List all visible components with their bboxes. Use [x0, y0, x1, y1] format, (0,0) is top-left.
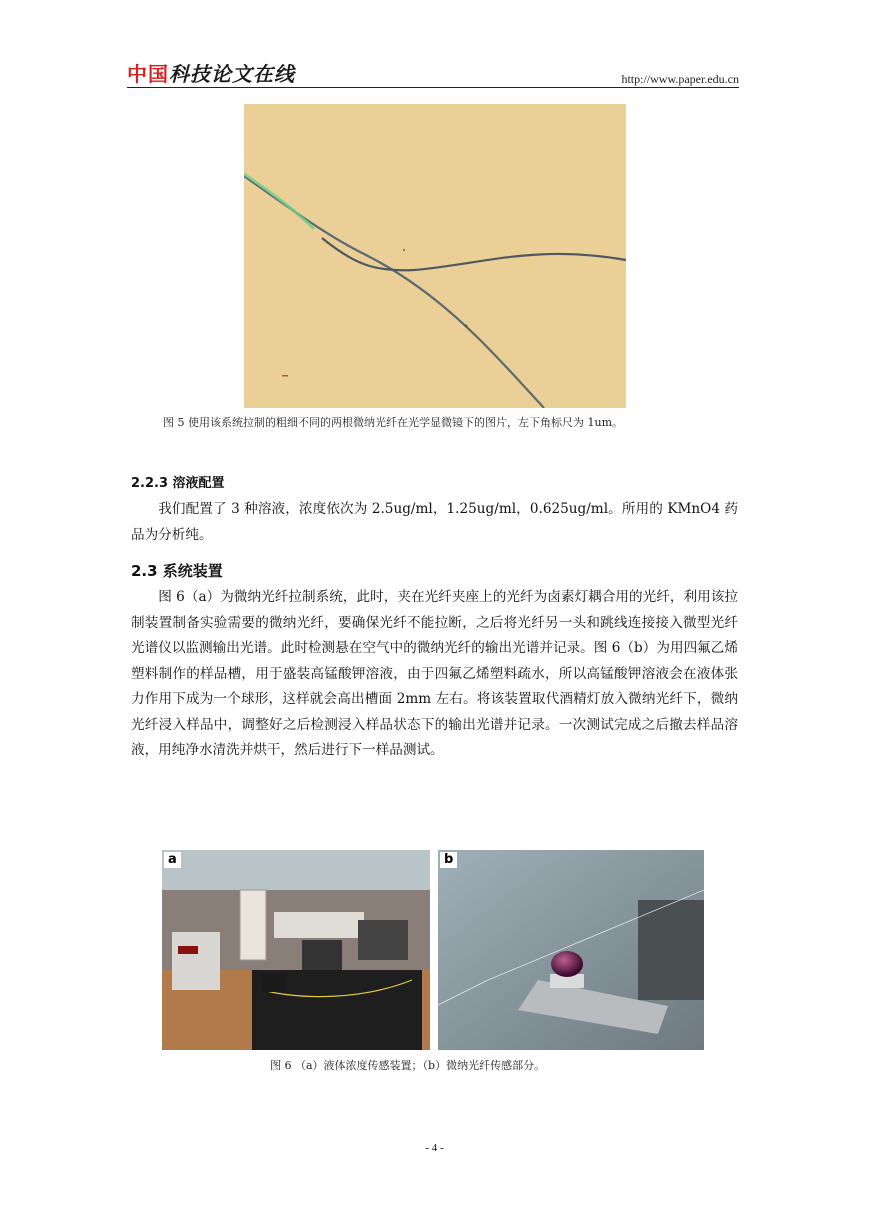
figure5-caption: 图 5 使用该系统拉制的粗细不同的两根微纳光纤在光学显微镜下的图片，左下角标尺为 1um。 — [163, 416, 623, 429]
section-2-3-paragraph: 图 6（a）为微纳光纤拉制系统，此时，夹在光纤夹座上的光纤为卤素灯耦合用的光纤，利用该拉制装置制备实验需要的微纳光纤，要确保光纤不能拉断，之后将光纤另一头和跳线连接接入微型光纤光谱仪以监测输出光谱。此时检测悬在空气中的微纳光纤的输出光谱并记录。图 6（b）为用四氟乙烯塑料制作的样品槽，用于盛装高锰酸钾溶液，由于四氟乙烯塑料疏水，所以高锰酸钾溶液会在液体张力作用下成为一个球形，这样就会高出槽面 2mm 左右。将该装置取代酒精灯放入微纳光纤下，微纳光纤浸入样品中，调整好之后检测浸入样品状态下的输出光谱并记录。一次测试完成之后撤去样品溶液，用纯净水清洗并烘干，然后进行下一样品测试。 — [131, 589, 738, 758]
section-2-2-3-paragraph: 我们配置了 3 种溶液，浓度依次为 2.5ug/ml，1.25ug/ml，0.625ug/ml。所用的 KMnO4 药品为分析纯。 — [131, 501, 738, 543]
logo-dark-text: 科技论文在线 — [169, 61, 295, 86]
header-rule — [127, 87, 739, 88]
figure6b-label: b — [440, 852, 457, 868]
figure6a-label: a — [164, 852, 181, 868]
figure6a-photo — [162, 850, 430, 1050]
page-number: - 4 - — [425, 1142, 444, 1154]
figure6-caption: 图 6 （a）液体浓度传感装置；（b）微纳光纤传感部分。 — [270, 1059, 546, 1072]
figure6b-image — [438, 850, 704, 1050]
section-2-3-heading: 2.3 系统装置 — [131, 562, 223, 580]
logo-red-text: 中国 — [127, 61, 169, 86]
journal-logo — [127, 60, 295, 84]
header-url: http://www.paper.edu.cn — [621, 72, 739, 86]
figure6b-photo — [438, 850, 704, 1050]
section-2-2-3-heading: 2.2.3 溶液配置 — [131, 476, 225, 491]
figure5-micrograph — [244, 104, 626, 408]
figure6a-image — [162, 850, 430, 1050]
